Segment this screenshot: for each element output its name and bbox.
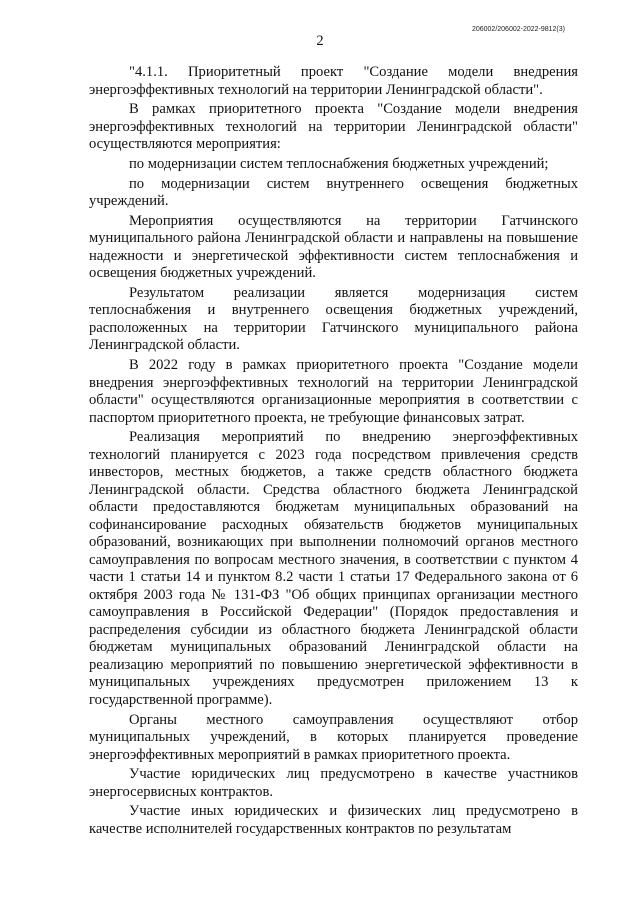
paragraph-measures-intro: В рамках приоритетного проекта "Создание модели внедрения энергоэффективных технологий на территории Ленинградской области" осуществляются мероприятия:: [89, 101, 578, 153]
paragraph-measure-lighting: по модернизации систем внутреннего освещения бюджетных учреждений.: [89, 175, 578, 210]
document-id: 206002/206002-2022-9812(3): [471, 26, 565, 33]
paragraph-2022: В 2022 году в рамках приоритетного проекта "Создание модели внедрения энергоэффективных технологий на территории Ленинградской области" осуществляются организационные мероприятия в соответствии с паспортом приоритетного проекта, не требующие финансовых затрат.: [89, 357, 578, 426]
paragraph-territory: Мероприятия осуществляются на территории Гатчинского муниципального района Ленинградской области и направлены на повышение надежности и энергетической эффективности систем теплоснабжения и освещения бюджетных учреждений.: [89, 212, 578, 282]
paragraph-legal-entities: Участие юридических лиц предусмотрено в качестве участников энергосервисных контрактов.: [89, 766, 578, 800]
document-body: [89, 64, 578, 841]
page-number: 2: [316, 33, 324, 49]
paragraph-implementation: Реализация мероприятий по внедрению энергоэффективных технологий планируется с 2023 года посредством привлечения средств инвесторов, местных бюджетов, а также средств областного бюджета Ленинградской области. Средства областного бюджета Ленинградской области предоставляются бюджетам муниципальных образований на софинансирование расходных обязательств бюджетов муниципальных образований, возникающих при выполнении полномочий органов местного самоуправления по вопросам местного значения, в соответствии с пунктом 4 части 1 статьи 14 и пунктом 8.2 части 1 статьи 17 Федерального закона от 6 октября 2003 года № 131-ФЗ "Об общих принципах организации местного самоуправления в Российской Федерации" (Порядок предоставления и распределения субсидии из областного бюджета Ленинградской области бюджетам муниципальных образований Ленинградской области на реализацию мероприятий по повышению энергетической эффективности в муниципальных учреждениях предусмотрен приложением 13 к государственной программе).: [89, 429, 578, 708]
paragraph-project-title: "4.1.1. Приоритетный проект "Создание модели внедрения энергоэффективных технологий на территории Ленинградской области".: [89, 64, 578, 98]
paragraph-other-entities: Участие иных юридических и физических лиц предусмотрено в качестве исполнителей государственных контрактов по результатам: [89, 803, 578, 837]
paragraph-measure-heating: по модернизации систем теплоснабжения бюджетных учреждений;: [129, 155, 549, 172]
paragraph-local-authorities: Органы местного самоуправления осуществляют отбор муниципальных учреждений, в которых планируется проведение энергоэффективных мероприятий в рамках приоритетного проекта.: [89, 711, 578, 763]
paragraph-result: Результатом реализации является модернизация систем теплоснабжения и внутреннего освещения бюджетных учреждений, расположенных на территории Гатчинского муниципального района Ленинградской области.: [89, 284, 578, 354]
